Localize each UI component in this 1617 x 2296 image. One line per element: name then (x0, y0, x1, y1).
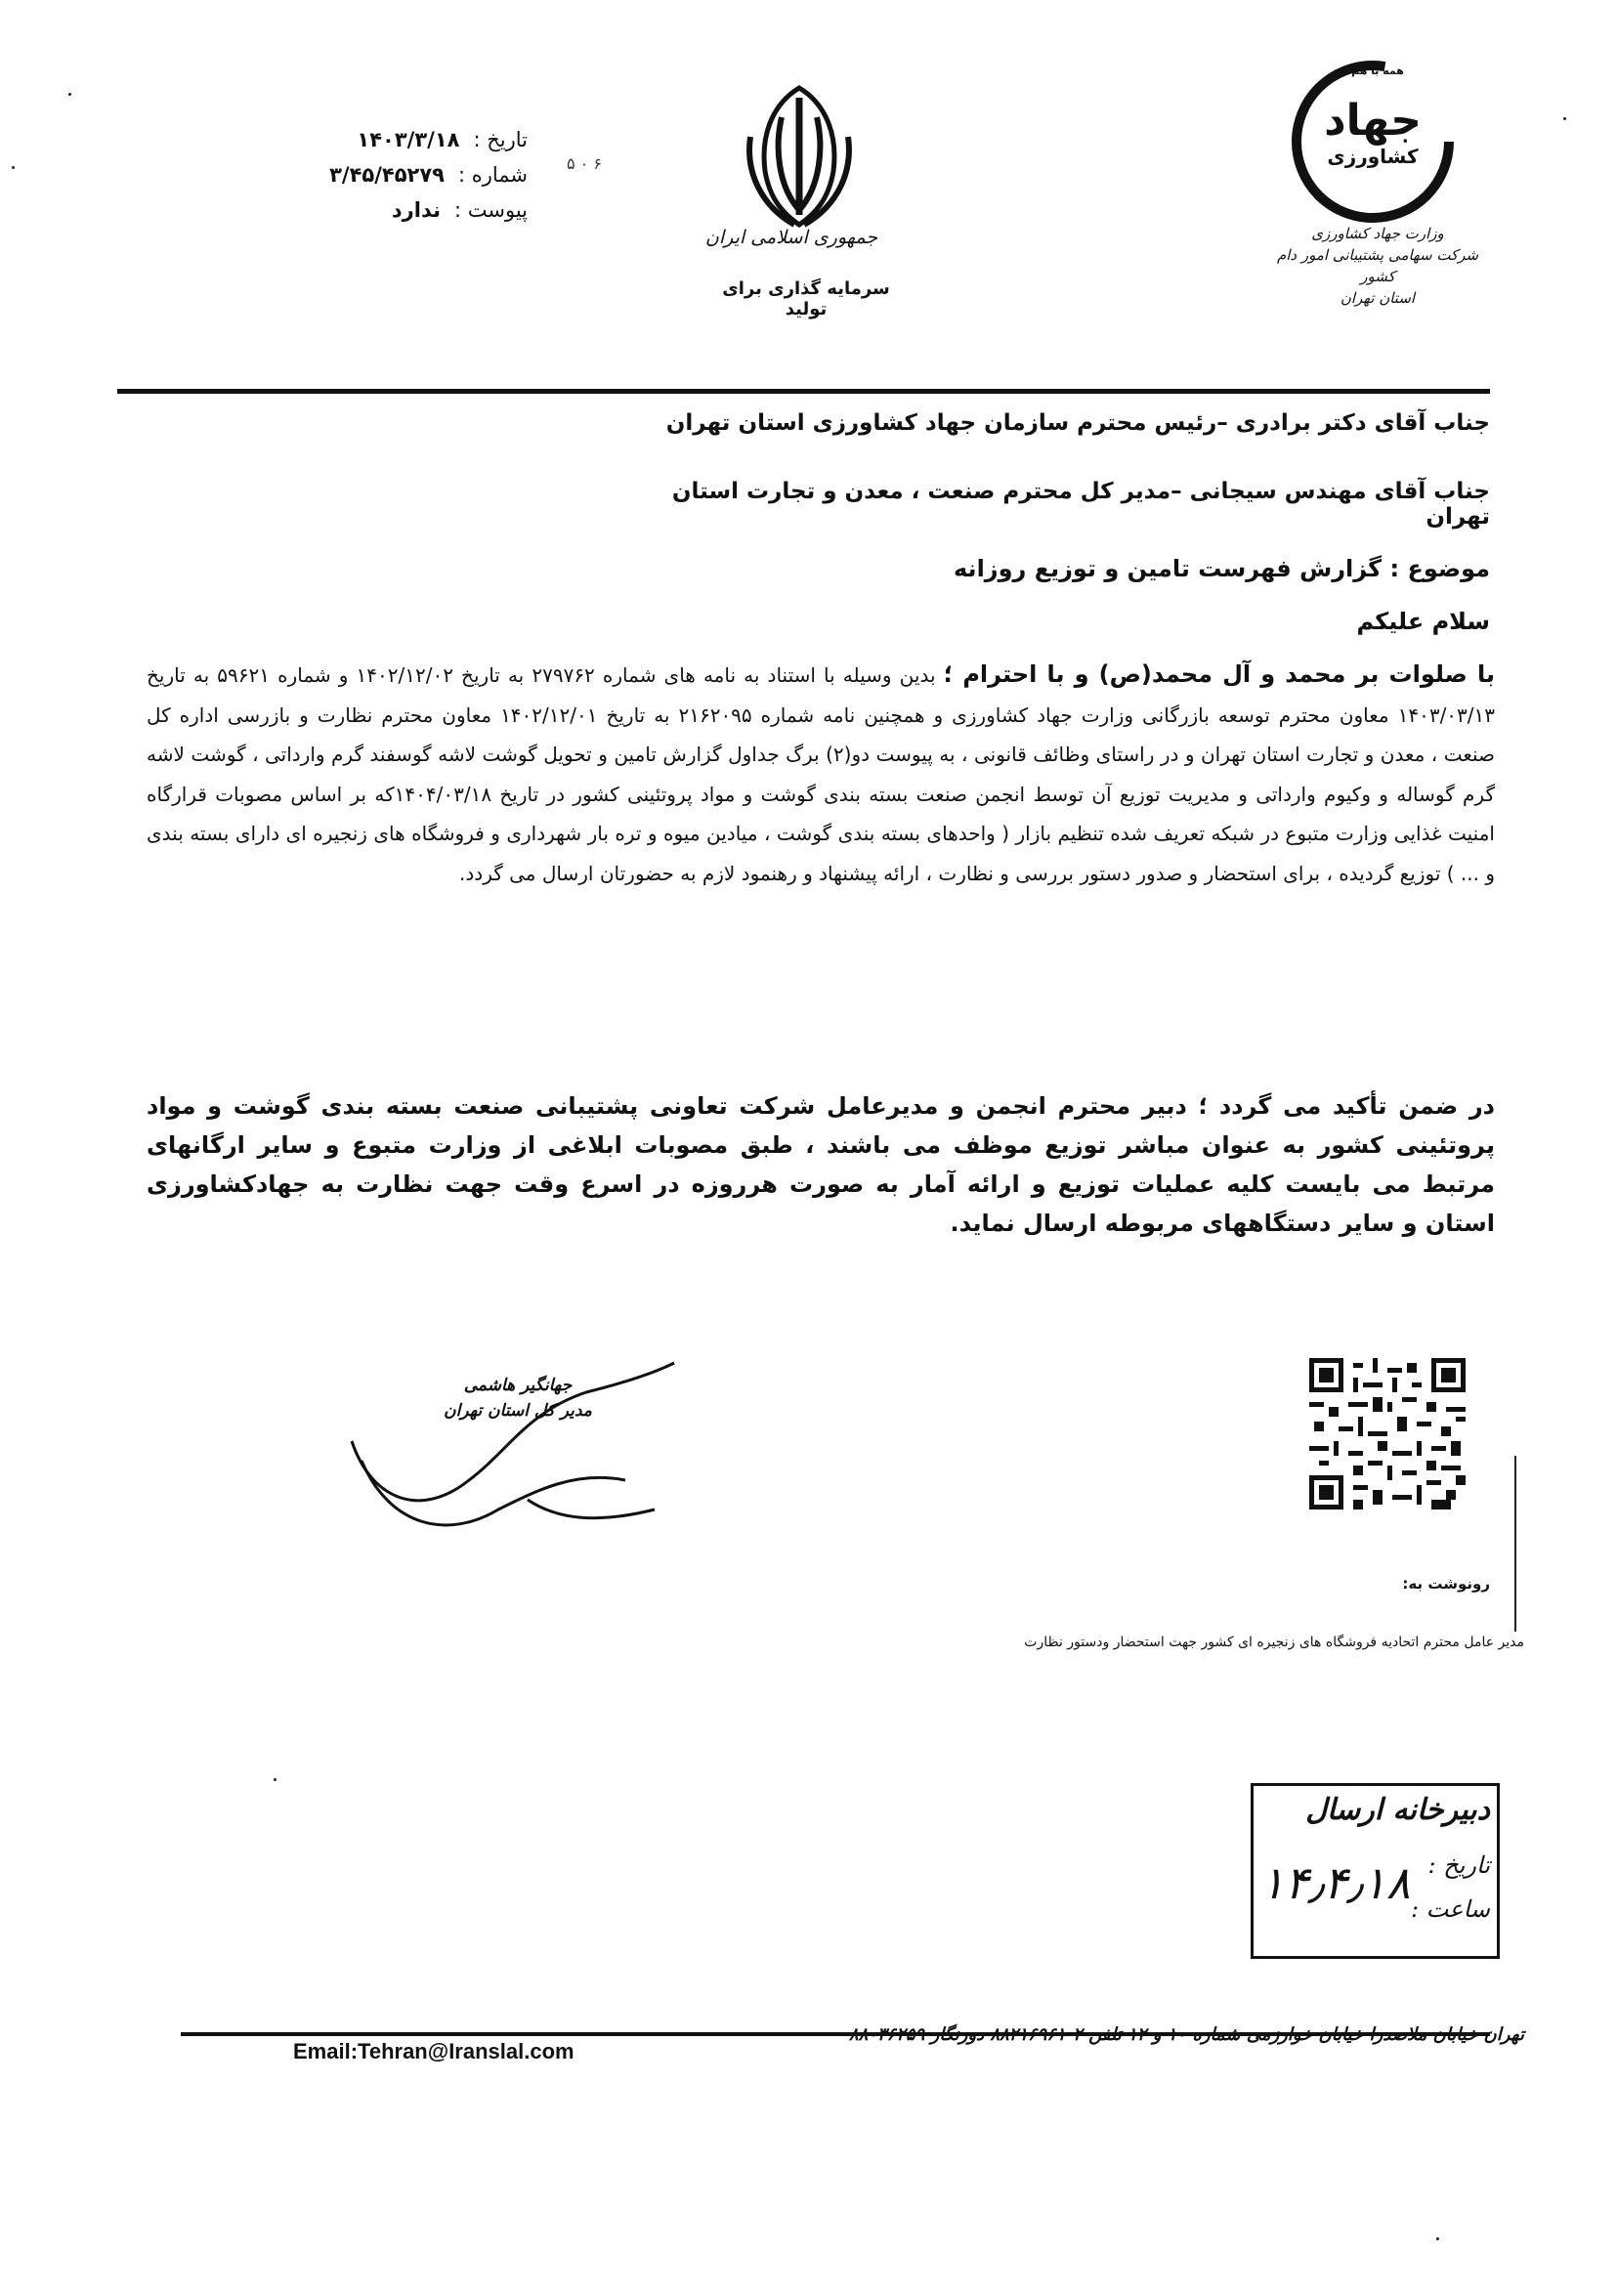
recipient-2: جناب آقای مهندس سیجانی –مدیر کل محترم صنعت ، معدن و تجارت استان تهران (671, 479, 1490, 530)
signature-stamp (391, 1373, 645, 1424)
meta-date-label: تاریخ : (473, 128, 528, 151)
qr-code-icon (1309, 1358, 1466, 1509)
cc-recipient: مدیر عامل محترم اتحادیه فروشگاه های زنجیره ای کشور جهت استحضار ودستور نظارت (1024, 1635, 1524, 1650)
signature-title: مدیر کل استان تهران (444, 1401, 592, 1421)
meta-number-label: شماره : (457, 163, 528, 187)
meta-date-value: ۱۴۰۳/۳/۱۸ (357, 128, 460, 151)
stamp-date-label: تاریخ : (1427, 1851, 1490, 1879)
header-divider (117, 389, 1490, 394)
organization-name (1270, 223, 1485, 309)
footer-address: تهران خیابان ملاصدرا خیابان خوارزمی شماره ۱۰ و ۱۲ تلفن ۲-۸۸۲۱۶۹۶۱ دورنگار ۸۸۰۳۶۲۵۹ (848, 2024, 1524, 2045)
meta-attachment-label: پیوست : (454, 198, 528, 222)
logo-top-text: همه با هم (1351, 64, 1404, 77)
scan-speck (1436, 2237, 1439, 2240)
cc-label: رونوشت به: (1402, 1575, 1490, 1593)
org-line-1: وزارت جهاد کشاورزی (1311, 225, 1444, 242)
meta-attachment-value: ندارد (391, 198, 441, 222)
recipient-1: جناب آقای دکتر برادری –رئیس محترم سازمان جهاد کشاورزی استان تهران (665, 410, 1490, 436)
body-text: بدین وسیله با استناد به نامه های شماره ۲۷۹۷۶۲ به تاریخ ۱۴۰۲/۱۲/۰۲ و شماره ۵۹۶۲۱ به تاریخ ۱۴۰۳/۰۳/۱۳ معاون محترم توسعه بازرگانی وزارت جهاد کشاورزی و همچنین نامه شماره ۲۱۶۲۰۹۵ به تاریخ ۱۴۰۲/۱۲/۰۱ معاون محترم نظارت و بازرسی اداره کل صنعت ، معدن و تجارت استان تهران و در راستای وظائف قانونی ، به پیوست دو(۲) برگ جداول گزارش تامین و تحویل گوشت لاشه گوسفند گرم وارداتی ، گوشت لاشه گرم گوساله و وکیوم وارداتی و مدیریت توزیع آن توسط انجمن صنعت بسته بندی گوشت و مواد پروتئینی کشور در تاریخ ۱۴۰۴/۰۳/۱۸که بر اساس مصوبات قرارگاه امنیت غذایی وزارت متبوع در شبکه تعریف شده تنظیم بازار ( واحدهای بسته بندی گوشت ، میادین میوه و تره بار شهرداری و فروشگاه های زنجیره ای دارای بسته بندی و ... ) توزیع گردیده ، برای استحضار و صدور دستور بررسی و نظارت ، ارائه پیشنهاد و رهنمود لازم به حضورتان ارسال می گردد. (147, 663, 1496, 885)
scan-speck (274, 1778, 277, 1781)
scan-speck (1563, 117, 1566, 120)
margin-line (1514, 1456, 1516, 1632)
letter-emphasis: در ضمن تأکید می گردد ؛ دبیر محترم انجمن و مدیرعامل شرکت تعاونی پشتیبانی صنعت بسته بندی گوشت و مواد پروتئینی کشور به عنوان مباشر توزیع موظف می باشند ، طبق مصوبات ابلاغی از وزارت متبوع و سایر ارگانهای مرتبط می بایست کلیه عملیات توزیع و ارائه آمار به صورت هرروزه در اسرع وقت جهت نظارت به جهادکشاورزی استان و سایر دستگاههای مربوطه ارسال نماید. (147, 1092, 1495, 1237)
meta-number-value: ۳/۴۵/۴۵۲۷۹ (329, 163, 445, 187)
meta-number (293, 157, 528, 192)
letter-body (147, 655, 1495, 893)
footer-email: Email:Tehran@Iranslal.com (293, 2039, 574, 2063)
meta-attachment (293, 192, 528, 228)
national-emblem-icon (721, 78, 877, 244)
signature-name: جهانگیر هاشمی (463, 1376, 573, 1395)
logo-subtitle: کشاورزی (1327, 145, 1419, 168)
emblem-caption: جمهوری اسلامی ایران (704, 227, 878, 248)
letter-subject: موضوع : گزارش فهرست تامین و توزیع روزانه (954, 555, 1490, 582)
slogan: سرمایه گذاری برای تولید (722, 278, 890, 319)
scan-speck (68, 93, 71, 96)
small-mark: ۵ ۰ ۶ (567, 154, 602, 173)
body-lead: با صلوات بر محمد و آل محمد(ص) و با احترام ؛ (943, 660, 1495, 688)
logo-title: جهاد (1324, 96, 1422, 146)
stamp-date-value: ۱۴٫۴٫۱۸ (1260, 1856, 1411, 1909)
org-line-2: شرکت سهامی پشتیبانی امور دام کشور (1276, 246, 1479, 285)
meta-date (293, 122, 528, 157)
letter-greeting: سلام علیکم (1356, 608, 1490, 635)
stamp-title: دبیرخانه ارسال (1305, 1793, 1490, 1827)
stamp-time-label: ساعت : (1410, 1895, 1490, 1923)
scan-speck (12, 166, 15, 169)
letter-meta (293, 122, 528, 228)
org-line-3: استان تهران (1340, 289, 1416, 307)
